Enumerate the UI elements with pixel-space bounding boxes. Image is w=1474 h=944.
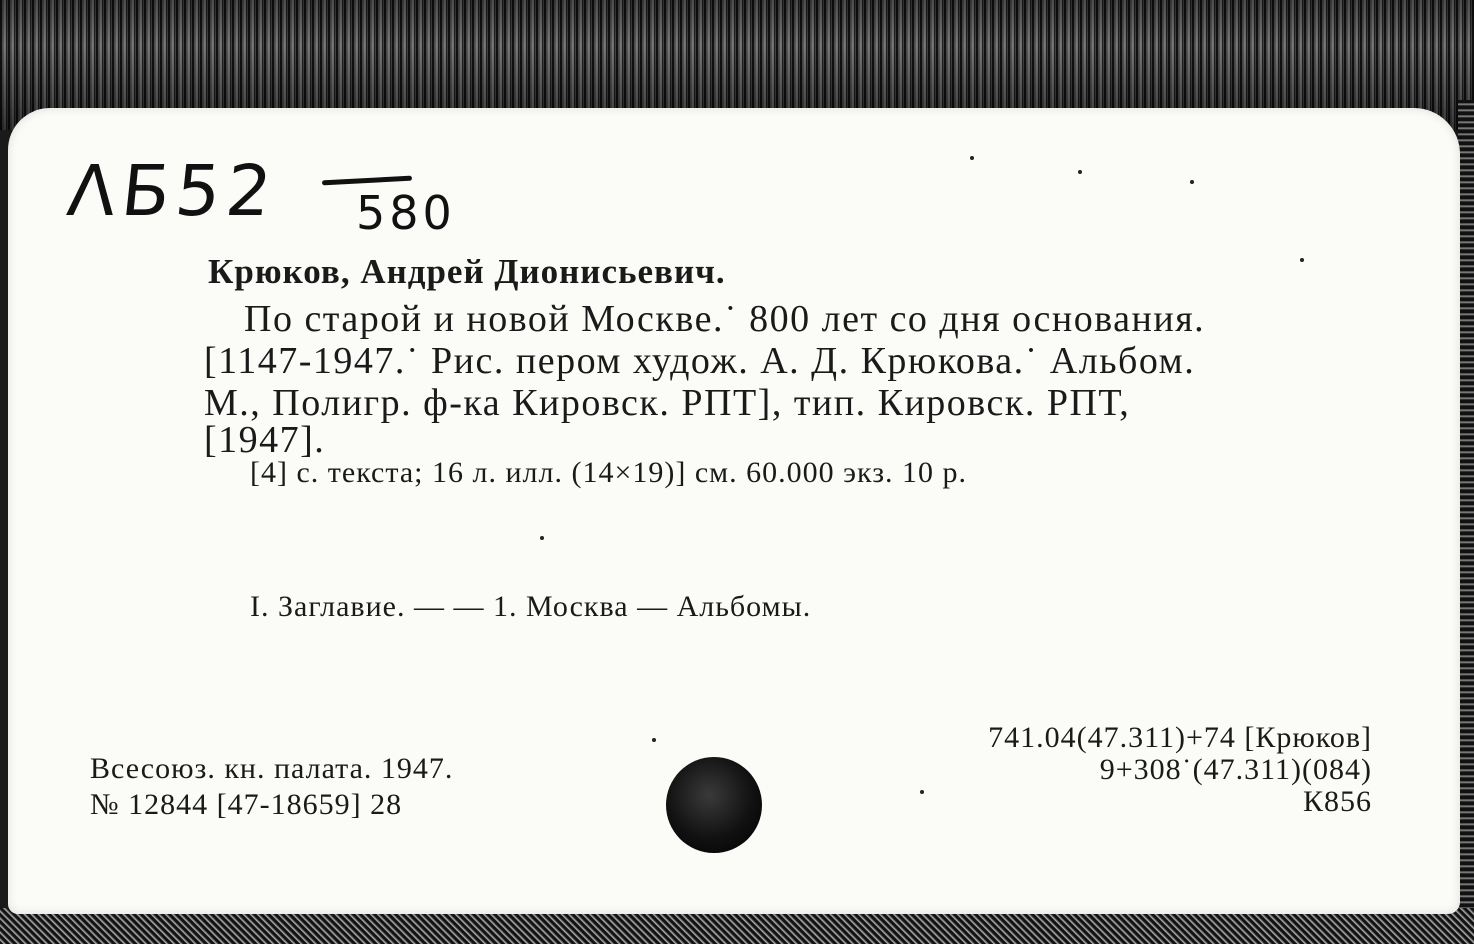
classification-line-1: 741.04(47.311)+74 [Крюков] [988, 721, 1372, 754]
collation-line: [4] с. текста; 16 л. илл. (14×19)] см. 60.000 экз. 10 р. [250, 456, 968, 489]
classification-block [988, 722, 1372, 818]
speck [1190, 180, 1194, 184]
title-line-1: По старой и новой Москве.˙ 800 лет со дня основания. [244, 298, 1206, 340]
speck [652, 738, 656, 742]
classification-line-3: К856 [1302, 785, 1372, 818]
author-heading: Крюков, Андрей Дионисьевич. [208, 252, 726, 291]
title-line-3: М., Полигр. ф-ка Кировск. РПТ], тип. Кировск. РПТ, [204, 382, 1131, 424]
speck [540, 536, 544, 540]
shelfmark-handwritten-top: ΛБ52 [63, 150, 282, 232]
shelfmark-handwritten-bottom: 580 [356, 186, 456, 240]
book-chamber-line-2: № 12844 [47-18659] 28 [90, 788, 403, 821]
title-line-4: [1947]. [204, 419, 326, 461]
speck [970, 156, 974, 160]
classification-line-2: 9+308˙(47.311)(084) [1099, 753, 1372, 786]
title-line-2: [1147-1947.˙ Рис. пером худож. А. Д. Крюкова.˙ Альбом. [204, 340, 1196, 382]
card-punch-hole [666, 757, 762, 853]
scan-border-right [1458, 100, 1474, 920]
speck [1078, 170, 1082, 174]
book-chamber-line-1: Всесоюз. кн. палата. 1947. [90, 752, 454, 785]
speck [1300, 258, 1304, 262]
subject-tracings: I. Заглавие. — — 1. Москва — Альбомы. [250, 590, 812, 623]
speck [920, 790, 924, 794]
